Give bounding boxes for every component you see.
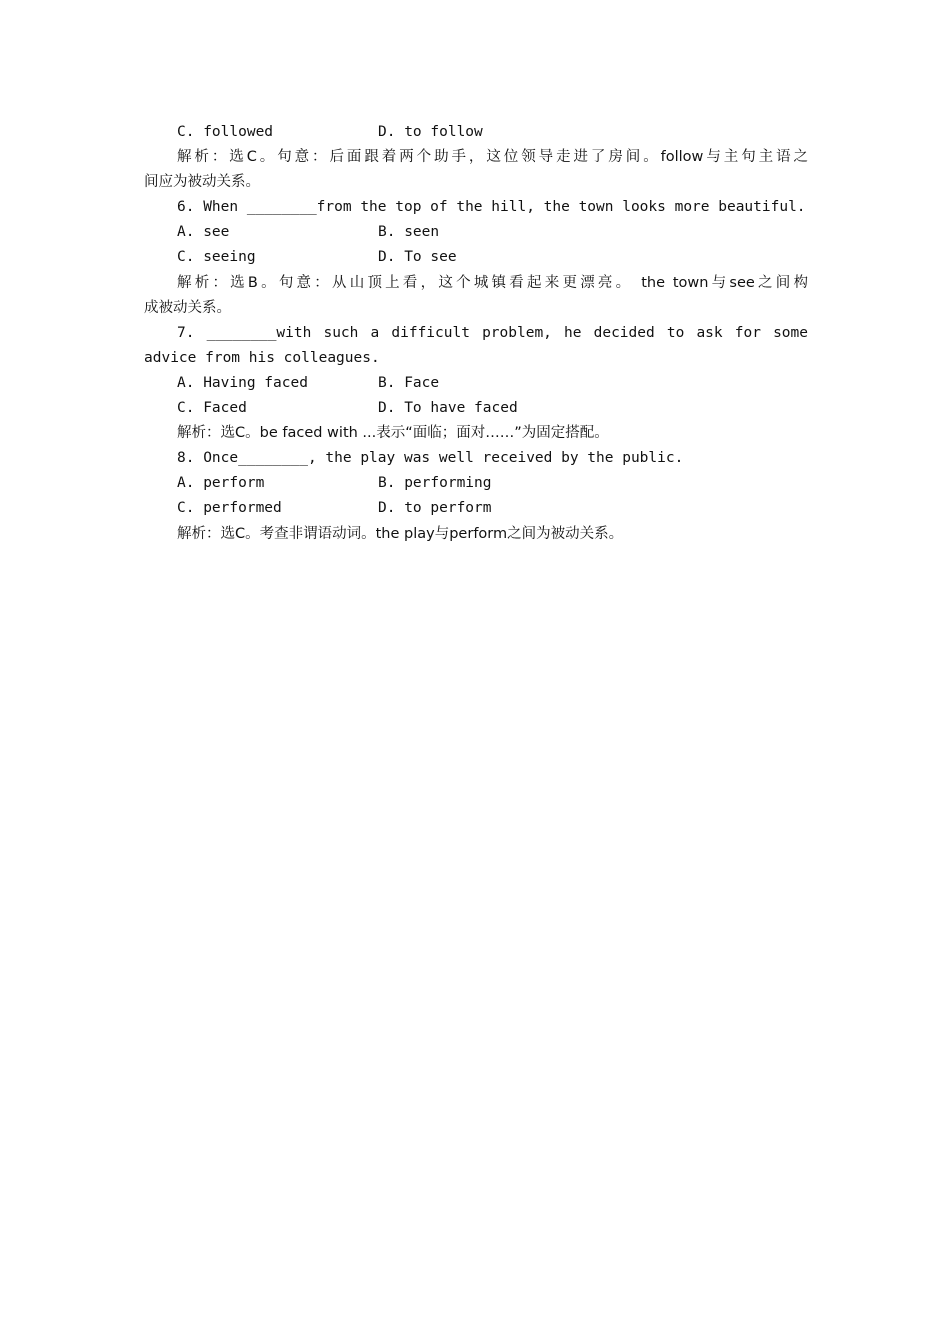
question-5-analysis-line-2: 间应为被动关系。 — [144, 174, 260, 191]
question-8-options-ab — [144, 471, 808, 496]
question-8-options-cd — [144, 496, 808, 521]
question-6-options-ab — [144, 220, 808, 245]
question-6-stem: 6. When ________from the top of the hill, the town looks more beautiful. — [177, 199, 806, 216]
option-a: A. see — [177, 224, 230, 241]
option-a: A. Having faced — [177, 374, 308, 391]
option-d: D. To have faced — [378, 400, 518, 417]
option-b: B. performing — [378, 475, 492, 492]
option-b: B. seen — [378, 224, 440, 241]
option-d: D. to perform — [378, 500, 492, 517]
option-d: D. To see — [378, 249, 457, 266]
question-5-options-cd — [144, 120, 808, 145]
question-8-stem: 8. Once________, the play was well received by the public. — [177, 450, 684, 467]
exercise-content — [144, 120, 808, 547]
question-6-options-cd — [144, 245, 808, 270]
question-7-options-ab — [144, 371, 808, 396]
option-c: C. performed — [177, 500, 282, 517]
option-a: A. perform — [177, 475, 265, 492]
option-d: D. to follow — [378, 124, 483, 140]
option-c: C. seeing — [177, 249, 256, 266]
question-8-analysis: 解析：选C。考查非谓语动词。the play与perform之间为被动关系。 — [177, 525, 624, 542]
question-6-analysis-line-2: 成被动关系。 — [144, 299, 231, 316]
question-7-options-cd — [144, 396, 808, 421]
question-7-analysis: 解析：选C。be faced with ...表示“面临；面对……”为固定搭配。 — [177, 425, 609, 442]
option-b: B. Face — [378, 374, 440, 391]
option-c: C. followed — [177, 124, 274, 140]
question-6-analysis-line-1: 解析：选B。句意：从山顶上看，这个城镇看起来更漂亮。 the town与see之间构 — [177, 274, 808, 291]
option-c: C. Faced — [177, 400, 247, 417]
question-7-stem-line-2: advice from his colleagues. — [144, 349, 380, 366]
question-7-stem-line-1: 7. ________with such a difficult problem, he decided to ask for some — [177, 324, 808, 341]
question-5-analysis-line-1: 解析：选C。句意：后面跟着两个助手，这位领导走进了房间。follow与主句主语之 — [177, 149, 808, 166]
